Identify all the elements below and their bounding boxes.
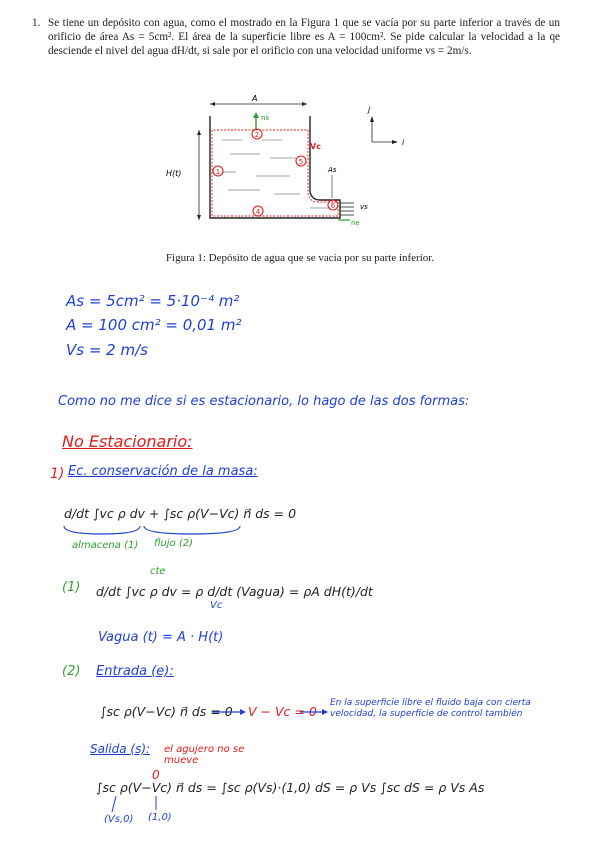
label-cte: cte [150, 566, 166, 577]
label-i: i [402, 138, 405, 147]
arrow-up-icon [197, 130, 201, 135]
label-ns: ns [261, 114, 270, 122]
given-a: A = 100 cm² = 0,01 m² [66, 316, 242, 334]
surface-4-label: 4 [255, 208, 261, 216]
arrow-left-icon [210, 102, 215, 106]
label-a: A [252, 94, 258, 103]
equation-mass: d/dt ∫vc ρ dv + ∫sc ρ(V−Vc) n⃗ ds = 0 [64, 506, 297, 521]
surface-3-label: 5 [298, 158, 304, 166]
equation-braces [62, 524, 262, 538]
arrow-right-icon [302, 102, 307, 106]
eq2-sub: Vc [210, 600, 223, 611]
exit-vector-a: (Vs,0) [104, 814, 134, 825]
label-vs: vs [360, 203, 368, 211]
exit-title: Salida (s): [90, 742, 151, 756]
label-as: As [328, 166, 337, 174]
given-as: As = 5cm² = 5·10⁻⁴ m² [66, 292, 240, 310]
label-j: j [368, 105, 371, 114]
section-title: No Estacionario: [62, 432, 193, 451]
exit-note: el agujero no se mueve [164, 744, 245, 766]
label-h: H(t) [166, 169, 182, 178]
entry-equation: ∫sc ρ(V−Vc) n⃗ ds = 0 [100, 704, 233, 719]
given-vs: Vs = 2 m/s [66, 341, 148, 359]
label-ne: ne [351, 219, 360, 227]
tank-outline [210, 116, 340, 218]
exit-equation: ∫sc ρ(V−Vc) n⃗ ds = ∫sc ρ(Vs)·(1,0) dS = ρ Vs ∫sc dS = ρ Vs As [96, 780, 485, 795]
tank-figure [150, 92, 450, 242]
axis-j-arrow-icon [370, 116, 374, 122]
exit-zero: 0 [152, 768, 160, 782]
arrow-right-blue-icon-2 [322, 709, 328, 715]
exit-vector-b: (1,0) [148, 812, 172, 823]
intro-note: Como no me dice si es estacionario, lo hago de las dos formas: [58, 394, 470, 409]
arrow-right-blue-icon [240, 709, 246, 715]
entry-title: Entrada (e): [96, 664, 174, 679]
figure-caption: Figura 1: Depósito de agua que se vacía por su parte inferior. [165, 252, 435, 264]
arrow-up-green-icon [253, 112, 259, 118]
entry-number: (2) [62, 664, 81, 679]
label-almacena: almacena (1) [72, 540, 139, 551]
outflow-arrows [340, 203, 354, 215]
problem-number: 1. [32, 17, 41, 29]
step1-number: 1) [50, 466, 65, 482]
step1-title: Ec. conservación de la masa: [68, 464, 258, 479]
entry-note: En la superficie libre el fluido baja con cierta velocidad, la superficie de control también [330, 698, 531, 719]
surface-1-label: 1 [215, 168, 221, 176]
arrow-down-icon [197, 215, 201, 220]
entry-equation-2: V − Vc = 0 [248, 704, 317, 719]
equation-storage: d/dt ∫vc ρ dv = ρ d/dt (Vagua) = ρA dH(t)/dt [96, 584, 373, 599]
problem-text: Se tiene un depósito con agua, como el mostrado en la Figura 1 que se vacía por su parte inferior a través de un orificio de área As = 5cm². El área de la superficie libre es A = 100cm². Se pide calcular la velocidad a la qe desciende el nivel del agua dH/dt, si sale por el orificio con una velocidad uniforme vs = 2m/s. [48, 17, 560, 58]
problem-statement [32, 16, 560, 59]
axis-i-arrow-icon [392, 140, 398, 144]
surface-2-label: 2 [254, 131, 260, 139]
eq2-number: (1) [62, 580, 81, 595]
vagua-eq: Vagua (t) = A · H(t) [98, 630, 224, 645]
label-vc: Vc [310, 142, 321, 151]
surface-6-label: 6 [330, 202, 336, 210]
label-flujo: flujo (2) [154, 538, 194, 549]
